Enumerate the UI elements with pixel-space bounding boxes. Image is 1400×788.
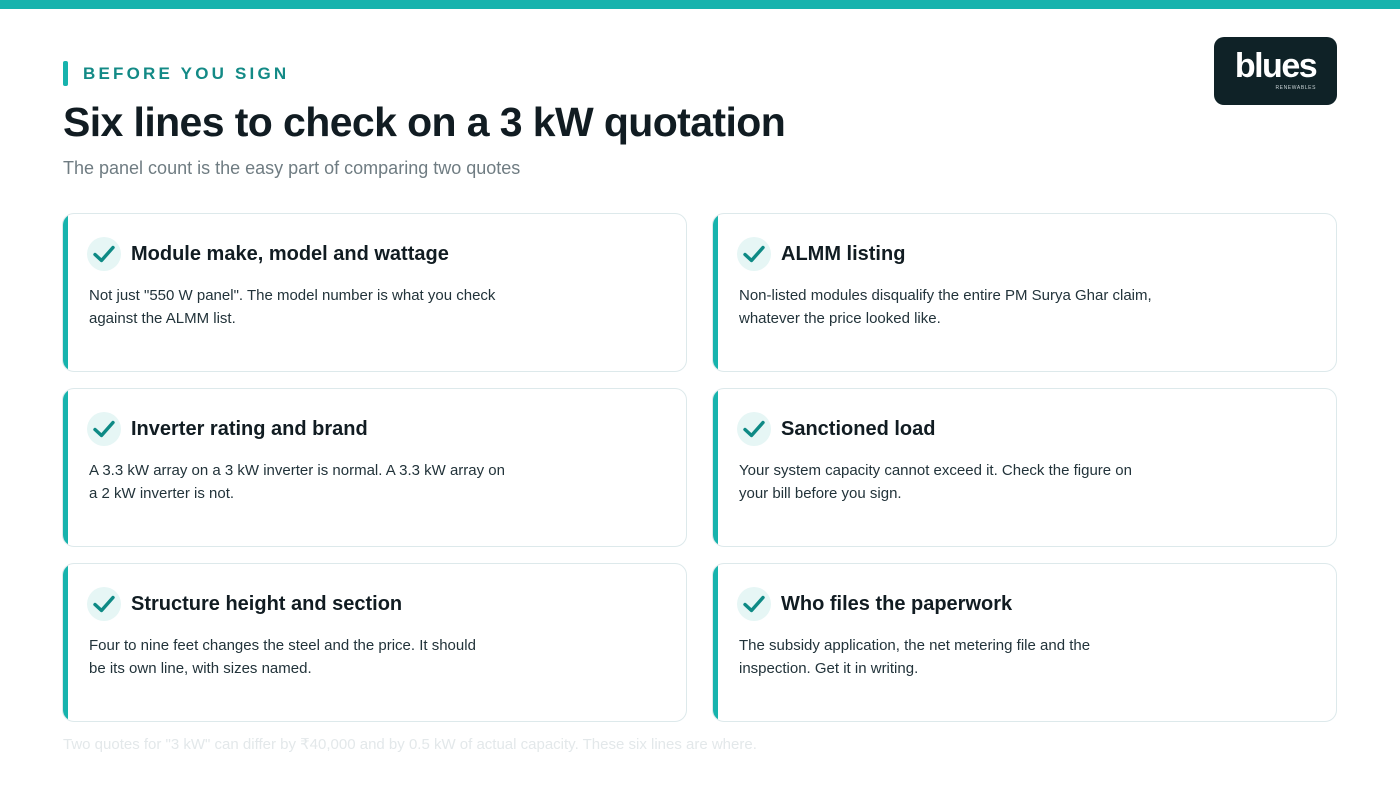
card-body bbox=[89, 459, 529, 505]
checklist-card-almm bbox=[712, 213, 1337, 372]
card-body-line: against the ALMM list. bbox=[89, 310, 236, 327]
checklist-card-sanctioned-load bbox=[712, 388, 1337, 547]
card-title: Module make, model and wattage bbox=[131, 243, 449, 265]
card-body bbox=[739, 634, 1179, 680]
card-accent-bar bbox=[713, 214, 718, 371]
logo-subtext: RENEWABLES bbox=[1275, 85, 1316, 91]
card-body-line: inspection. Get it in writing. bbox=[739, 660, 919, 677]
card-body-line: whatever the price looked like. bbox=[739, 310, 941, 327]
card-title: Who files the paperwork bbox=[781, 593, 1013, 615]
card-title: Structure height and section bbox=[131, 593, 403, 615]
card-accent-bar bbox=[63, 389, 68, 546]
checklist-card-structure bbox=[62, 563, 687, 722]
card-title: Inverter rating and brand bbox=[131, 418, 368, 440]
card-body-line: Four to nine feet changes the steel and the price. It should bbox=[89, 637, 476, 654]
card-body-line: A 3.3 kW array on a 3 kW inverter is normal. A 3.3 kW array on bbox=[89, 462, 505, 479]
top-accent-bar bbox=[0, 0, 1400, 9]
eyebrow-marker bbox=[63, 61, 68, 86]
card-body-line: Not just "550 W panel". The model number is what you check bbox=[89, 287, 496, 304]
card-body bbox=[739, 459, 1179, 505]
card-accent-bar bbox=[713, 389, 718, 546]
card-accent-bar bbox=[63, 564, 68, 721]
card-title: ALMM listing bbox=[781, 243, 906, 265]
card-body-line: Non-listed modules disqualify the entire PM Surya Ghar claim, bbox=[739, 287, 1152, 304]
card-title: Sanctioned load bbox=[781, 418, 936, 440]
check-icon bbox=[737, 412, 771, 446]
footnote: Two quotes for "3 kW" can differ by ₹40,000 and by 0.5 kW of actual capacity. These six lines are where. bbox=[63, 736, 757, 753]
check-icon bbox=[87, 237, 121, 271]
checklist-card-module bbox=[62, 213, 687, 372]
card-body-line: your bill before you sign. bbox=[739, 485, 902, 502]
check-icon bbox=[87, 587, 121, 621]
check-icon bbox=[737, 237, 771, 271]
checklist-card-inverter bbox=[62, 388, 687, 547]
card-accent-bar bbox=[63, 214, 68, 371]
page-subtitle: The panel count is the easy part of comparing two quotes bbox=[63, 158, 521, 178]
card-body-line: The subsidy application, the net metering file and the bbox=[739, 637, 1091, 654]
card-body bbox=[89, 284, 529, 330]
card-body bbox=[89, 634, 529, 680]
card-accent-bar bbox=[713, 564, 718, 721]
check-icon bbox=[87, 412, 121, 446]
brand-logo bbox=[1214, 37, 1337, 105]
page-title: Six lines to check on a 3 kW quotation bbox=[63, 99, 786, 145]
check-icon bbox=[737, 587, 771, 621]
card-body-line: a 2 kW inverter is not. bbox=[89, 485, 235, 502]
card-body-line: be its own line, with sizes named. bbox=[89, 660, 312, 677]
eyebrow-label: BEFORE YOU SIGN bbox=[83, 63, 290, 83]
eyebrow bbox=[63, 61, 289, 86]
card-body-line: Your system capacity cannot exceed it. Check the figure on bbox=[739, 462, 1132, 479]
card-body bbox=[739, 284, 1179, 330]
checklist-card-paperwork bbox=[712, 563, 1337, 722]
logo-wordmark: blues bbox=[1234, 47, 1317, 85]
